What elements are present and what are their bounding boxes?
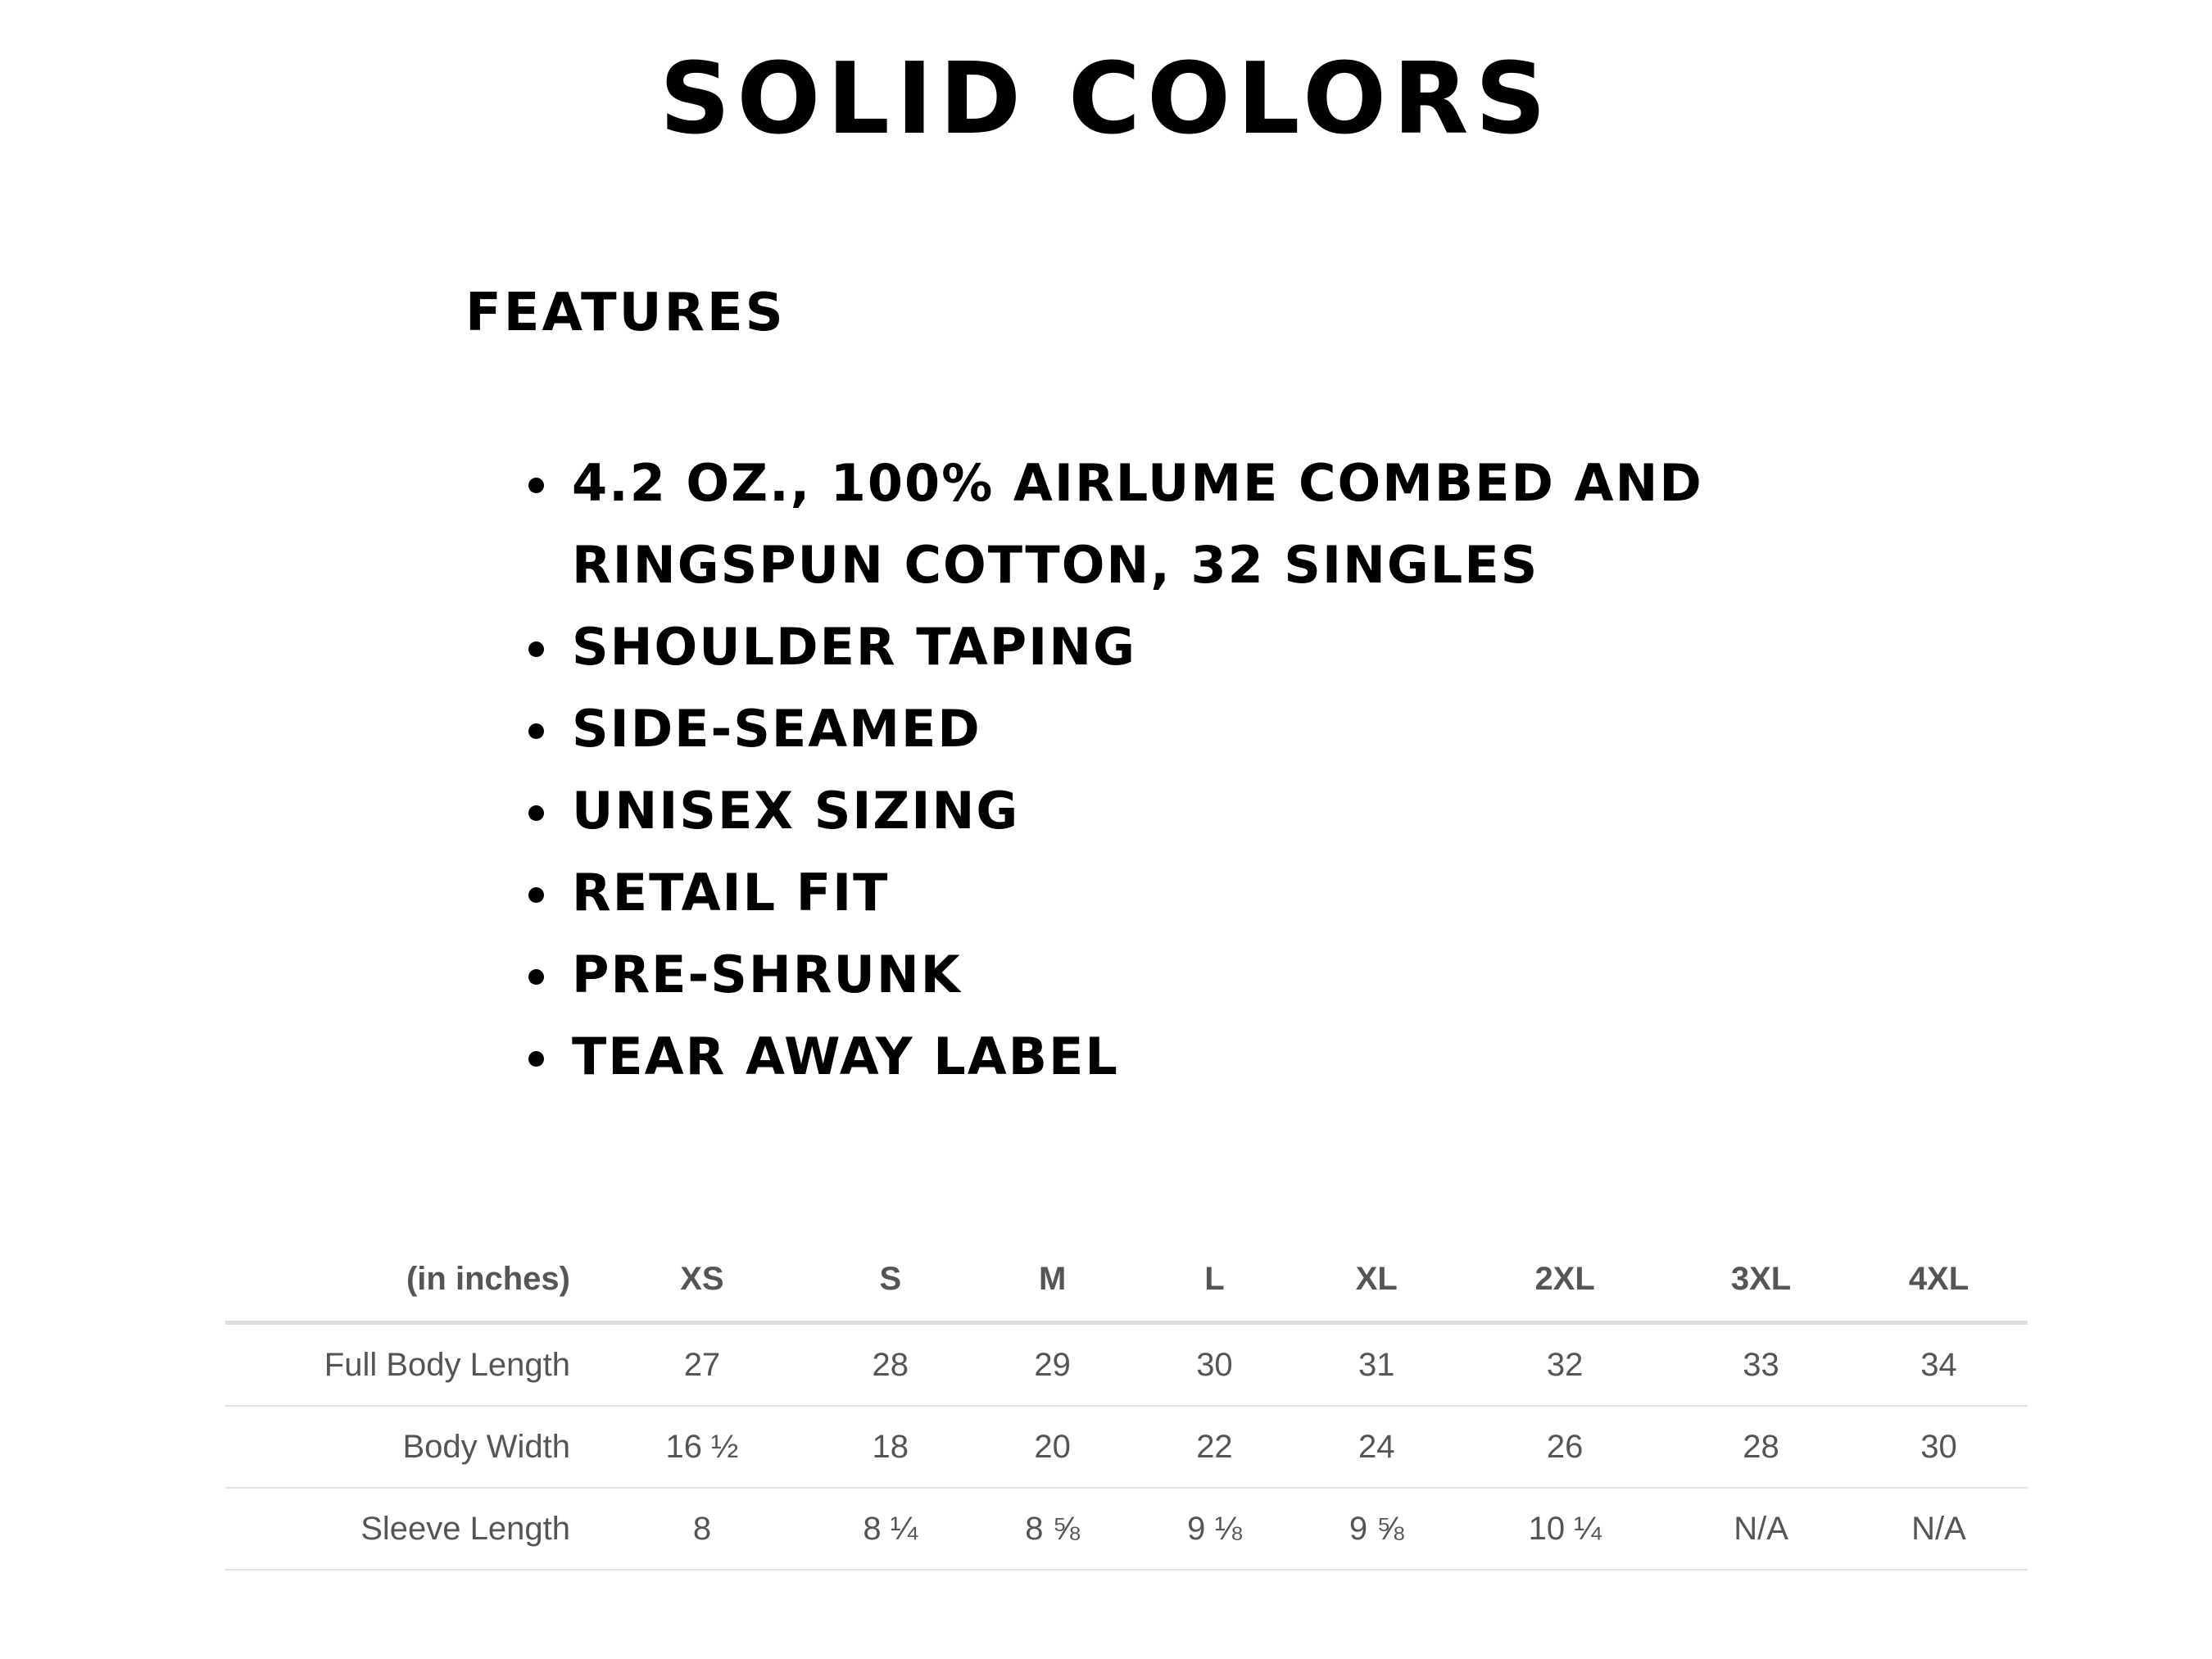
- table-cell: 8 ⅝: [972, 1488, 1134, 1570]
- table-cell: N/A: [1850, 1488, 2028, 1570]
- table-cell: 26: [1457, 1406, 1672, 1488]
- table-cell: 34: [1850, 1323, 2028, 1407]
- table-cell: 24: [1295, 1406, 1457, 1488]
- table-row: [225, 1323, 2028, 1407]
- table-cell: 20: [972, 1406, 1134, 1488]
- feature-item: • RETAIL FIT: [565, 852, 1712, 934]
- features-list: [524, 442, 1712, 1098]
- table-cell: 28: [809, 1323, 972, 1407]
- feature-item: • UNISEX SIZING: [565, 770, 1712, 852]
- size-header: 3XL: [1672, 1237, 1850, 1323]
- table-row: [225, 1488, 2028, 1570]
- table-cell: 16 ½: [595, 1406, 809, 1488]
- table-row: [225, 1406, 2028, 1488]
- feature-item: • PRE-SHRUNK: [565, 934, 1712, 1016]
- table-cell: 29: [972, 1323, 1134, 1407]
- feature-item: • TEAR AWAY LABEL: [565, 1016, 1712, 1098]
- size-chart-table: [225, 1237, 2028, 1571]
- table-cell: 8: [595, 1488, 809, 1570]
- table-cell: 10 ¼: [1457, 1488, 1672, 1570]
- size-header: 2XL: [1457, 1237, 1672, 1323]
- table-cell: 33: [1672, 1323, 1850, 1407]
- features-heading: FEATURES: [465, 283, 786, 343]
- size-header: XS: [595, 1237, 809, 1323]
- size-header-row: [225, 1237, 2028, 1323]
- size-header: 4XL: [1850, 1237, 2028, 1323]
- table-cell: 28: [1672, 1406, 1850, 1488]
- table-cell: 18: [809, 1406, 972, 1488]
- feature-item: • 4.2 OZ., 100% AIRLUME COMBED AND RINGSPUN COTTON, 32 SINGLES: [565, 442, 1712, 606]
- table-cell: 22: [1134, 1406, 1296, 1488]
- feature-item: • SHOULDER TAPING: [565, 606, 1712, 688]
- size-header: M: [972, 1237, 1134, 1323]
- row-label: Full Body Length: [225, 1323, 595, 1407]
- unit-label: (in inches): [225, 1237, 595, 1323]
- row-label: Sleeve Length: [225, 1488, 595, 1570]
- table-cell: 8 ¼: [809, 1488, 972, 1570]
- feature-item: • SIDE-SEAMED: [565, 688, 1712, 770]
- table-cell: 27: [595, 1323, 809, 1407]
- table-cell: N/A: [1672, 1488, 1850, 1570]
- size-header: S: [809, 1237, 972, 1323]
- table-cell: 31: [1295, 1323, 1457, 1407]
- table-cell: 9 ⅛: [1134, 1488, 1296, 1570]
- size-header: L: [1134, 1237, 1296, 1323]
- table-cell: 30: [1850, 1406, 2028, 1488]
- table-cell: 32: [1457, 1323, 1672, 1407]
- table-cell: 30: [1134, 1323, 1296, 1407]
- size-header: XL: [1295, 1237, 1457, 1323]
- page-title: SOLID COLORS: [659, 43, 1553, 156]
- row-label: Body Width: [225, 1406, 595, 1488]
- table-cell: 9 ⅝: [1295, 1488, 1457, 1570]
